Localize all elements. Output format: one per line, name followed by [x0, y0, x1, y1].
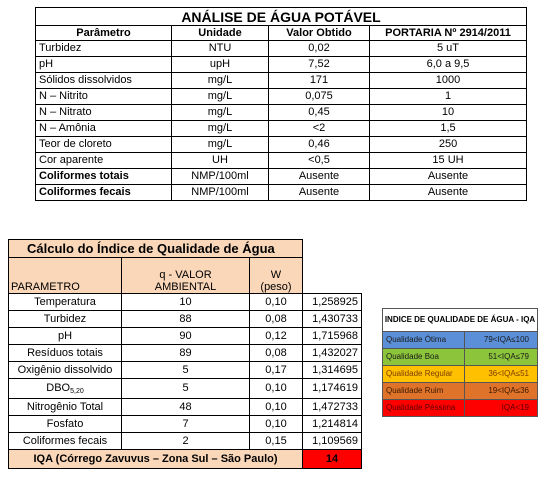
limit-cell: Ausente — [370, 185, 527, 201]
water-analysis-table — [35, 7, 527, 201]
param-cell — [9, 379, 122, 399]
param-cell: Sólidos dissolvidos — [36, 73, 172, 89]
result-cell: 1,430733 — [303, 311, 362, 328]
value-cell: 0,45 — [269, 105, 370, 121]
q-cell: 88 — [122, 311, 250, 328]
dbo-label: DBO — [46, 381, 71, 394]
value-cell: <2 — [269, 121, 370, 137]
unit-cell: UH — [172, 153, 269, 169]
iqa-calculation-table — [8, 239, 362, 469]
result-cell: 1,432027 — [303, 345, 362, 362]
param-cell: Fosfato — [9, 416, 122, 433]
unit-cell: upH — [172, 57, 269, 73]
table-row — [36, 57, 527, 73]
legend-label: Qualidade Ruim — [383, 383, 465, 400]
header-portaria: PORTARIA Nº 2914/2011 — [370, 26, 527, 41]
unit-cell: mg/L — [172, 137, 269, 153]
limit-cell: 6,0 a 9,5 — [370, 57, 527, 73]
table-row — [9, 399, 362, 416]
header-w-line1: W — [270, 269, 282, 281]
w-cell: 0,10 — [250, 416, 303, 433]
unit-cell: NTU — [172, 41, 269, 57]
table-row — [9, 416, 362, 433]
table-row — [36, 41, 527, 57]
q-cell: 7 — [122, 416, 250, 433]
result-cell: 1,109569 — [303, 433, 362, 450]
iqa-header — [9, 258, 362, 294]
q-cell: 89 — [122, 345, 250, 362]
legend-range: IQA<19 — [465, 400, 538, 417]
w-cell: 0,15 — [250, 433, 303, 450]
q-cell: 10 — [122, 294, 250, 311]
q-cell: 5 — [122, 362, 250, 379]
table-row — [36, 73, 527, 89]
param-cell: Turbidez — [36, 41, 172, 57]
table-row — [9, 433, 362, 450]
unit-cell: mg/L — [172, 73, 269, 89]
param-cell: N – Nitrito — [36, 89, 172, 105]
table-row — [9, 294, 362, 311]
param-cell: N – Amônia — [36, 121, 172, 137]
q-cell: 5 — [122, 379, 250, 399]
header-parametro: PARAMETRO — [9, 258, 122, 294]
w-cell: 0,10 — [250, 294, 303, 311]
header-parametro: Parâmetro — [36, 26, 172, 41]
param-cell: Teor de cloreto — [36, 137, 172, 153]
value-cell: Ausente — [269, 169, 370, 185]
w-cell: 0,10 — [250, 379, 303, 399]
water-analysis-header — [36, 26, 527, 41]
unit-cell: NMP/100ml — [172, 169, 269, 185]
value-cell: 0,46 — [269, 137, 370, 153]
table-row — [9, 311, 362, 328]
iqa-legend — [382, 308, 538, 417]
limit-cell: 5 uT — [370, 41, 527, 57]
result-cell: 1,258925 — [303, 294, 362, 311]
w-cell: 0,12 — [250, 328, 303, 345]
table-row — [36, 121, 527, 137]
table-row — [9, 379, 362, 399]
w-cell: 0,10 — [250, 399, 303, 416]
param-cell: pH — [9, 328, 122, 345]
legend-range: 19<IQA≤36 — [465, 383, 538, 400]
legend-row-regular — [383, 366, 538, 383]
q-cell: 48 — [122, 399, 250, 416]
iqa-title: Cálculo do Índice de Qualidade de Água — [9, 240, 303, 258]
iqa-footer-label: IQA (Córrego Zavuvus – Zona Sul – São Paulo) — [9, 450, 303, 469]
value-cell: <0,5 — [269, 153, 370, 169]
result-cell: 1,174619 — [303, 379, 362, 399]
legend-range: 51<IQA≤79 — [465, 349, 538, 366]
param-cell: Coliformes fecais — [9, 433, 122, 450]
q-cell: 2 — [122, 433, 250, 450]
w-cell: 0,08 — [250, 345, 303, 362]
param-cell: Coliformes totais — [36, 169, 172, 185]
param-cell: Nitrogênio Total — [9, 399, 122, 416]
param-cell: Cor aparente — [36, 153, 172, 169]
table-row — [36, 137, 527, 153]
legend-label: Qualidade Péssima — [383, 400, 465, 417]
table-row — [36, 185, 527, 201]
limit-cell: 10 — [370, 105, 527, 121]
header-q-line1: q - VALOR — [159, 269, 212, 281]
iqa-footer-row — [9, 450, 362, 469]
param-cell: N – Nitrato — [36, 105, 172, 121]
result-cell: 1,472733 — [303, 399, 362, 416]
unit-cell: NMP/100ml — [172, 185, 269, 201]
limit-cell: 250 — [370, 137, 527, 153]
unit-cell: mg/L — [172, 105, 269, 121]
w-cell: 0,08 — [250, 311, 303, 328]
limit-cell: 1,5 — [370, 121, 527, 137]
unit-cell: mg/L — [172, 121, 269, 137]
legend-row-boa — [383, 349, 538, 366]
limit-cell: 1000 — [370, 73, 527, 89]
result-cell: 1,214814 — [303, 416, 362, 433]
legend-row-pessima — [383, 400, 538, 417]
table-row — [36, 89, 527, 105]
table-row — [36, 105, 527, 121]
legend-label: Qualidade Boa — [383, 349, 465, 366]
param-cell: pH — [36, 57, 172, 73]
param-cell: Temperatura — [9, 294, 122, 311]
water-analysis-title: ANÁLISE DE ÁGUA POTÁVEL — [36, 8, 527, 26]
value-cell: 7,52 — [269, 57, 370, 73]
value-cell: 171 — [269, 73, 370, 89]
param-cell: Oxigênio dissolvido — [9, 362, 122, 379]
legend-row-otima — [383, 332, 538, 349]
iqa-result-value: 14 — [303, 450, 362, 469]
table-row — [36, 153, 527, 169]
legend-label: Qualidade Regular — [383, 366, 465, 383]
header-unidade: Unidade — [172, 26, 269, 41]
limit-cell: 1 — [370, 89, 527, 105]
header-w-line2: (peso) — [260, 281, 292, 293]
legend-range: 79<IQA≤100 — [465, 332, 538, 349]
result-cell: 1,314695 — [303, 362, 362, 379]
w-cell: 0,17 — [250, 362, 303, 379]
table-row — [36, 169, 527, 185]
result-cell: 1,715968 — [303, 328, 362, 345]
header-q-valor — [122, 258, 250, 294]
limit-cell: 15 UH — [370, 153, 527, 169]
value-cell: 0,02 — [269, 41, 370, 57]
param-cell: Coliformes fecais — [36, 185, 172, 201]
header-q-line2: AMBIENTAL — [154, 281, 217, 293]
legend-label: Qualidade Ótima — [383, 332, 465, 349]
table-row — [9, 328, 362, 345]
param-cell: Resíduos totais — [9, 345, 122, 362]
unit-cell: mg/L — [172, 89, 269, 105]
iqa-legend-title: INDICE DE QUALIDADE DE ÁGUA - IQA — [383, 309, 538, 332]
limit-cell: Ausente — [370, 169, 527, 185]
legend-row-ruim — [383, 383, 538, 400]
param-cell: Turbidez — [9, 311, 122, 328]
value-cell: 0,075 — [269, 89, 370, 105]
value-cell: Ausente — [269, 185, 370, 201]
legend-range: 36<IQA≤51 — [465, 366, 538, 383]
table-row — [9, 362, 362, 379]
table-row — [9, 345, 362, 362]
header-valor-obtido: Valor Obtido — [269, 26, 370, 41]
dbo-subscript: 5,20 — [70, 387, 84, 395]
q-cell: 90 — [122, 328, 250, 345]
header-w — [250, 258, 303, 294]
